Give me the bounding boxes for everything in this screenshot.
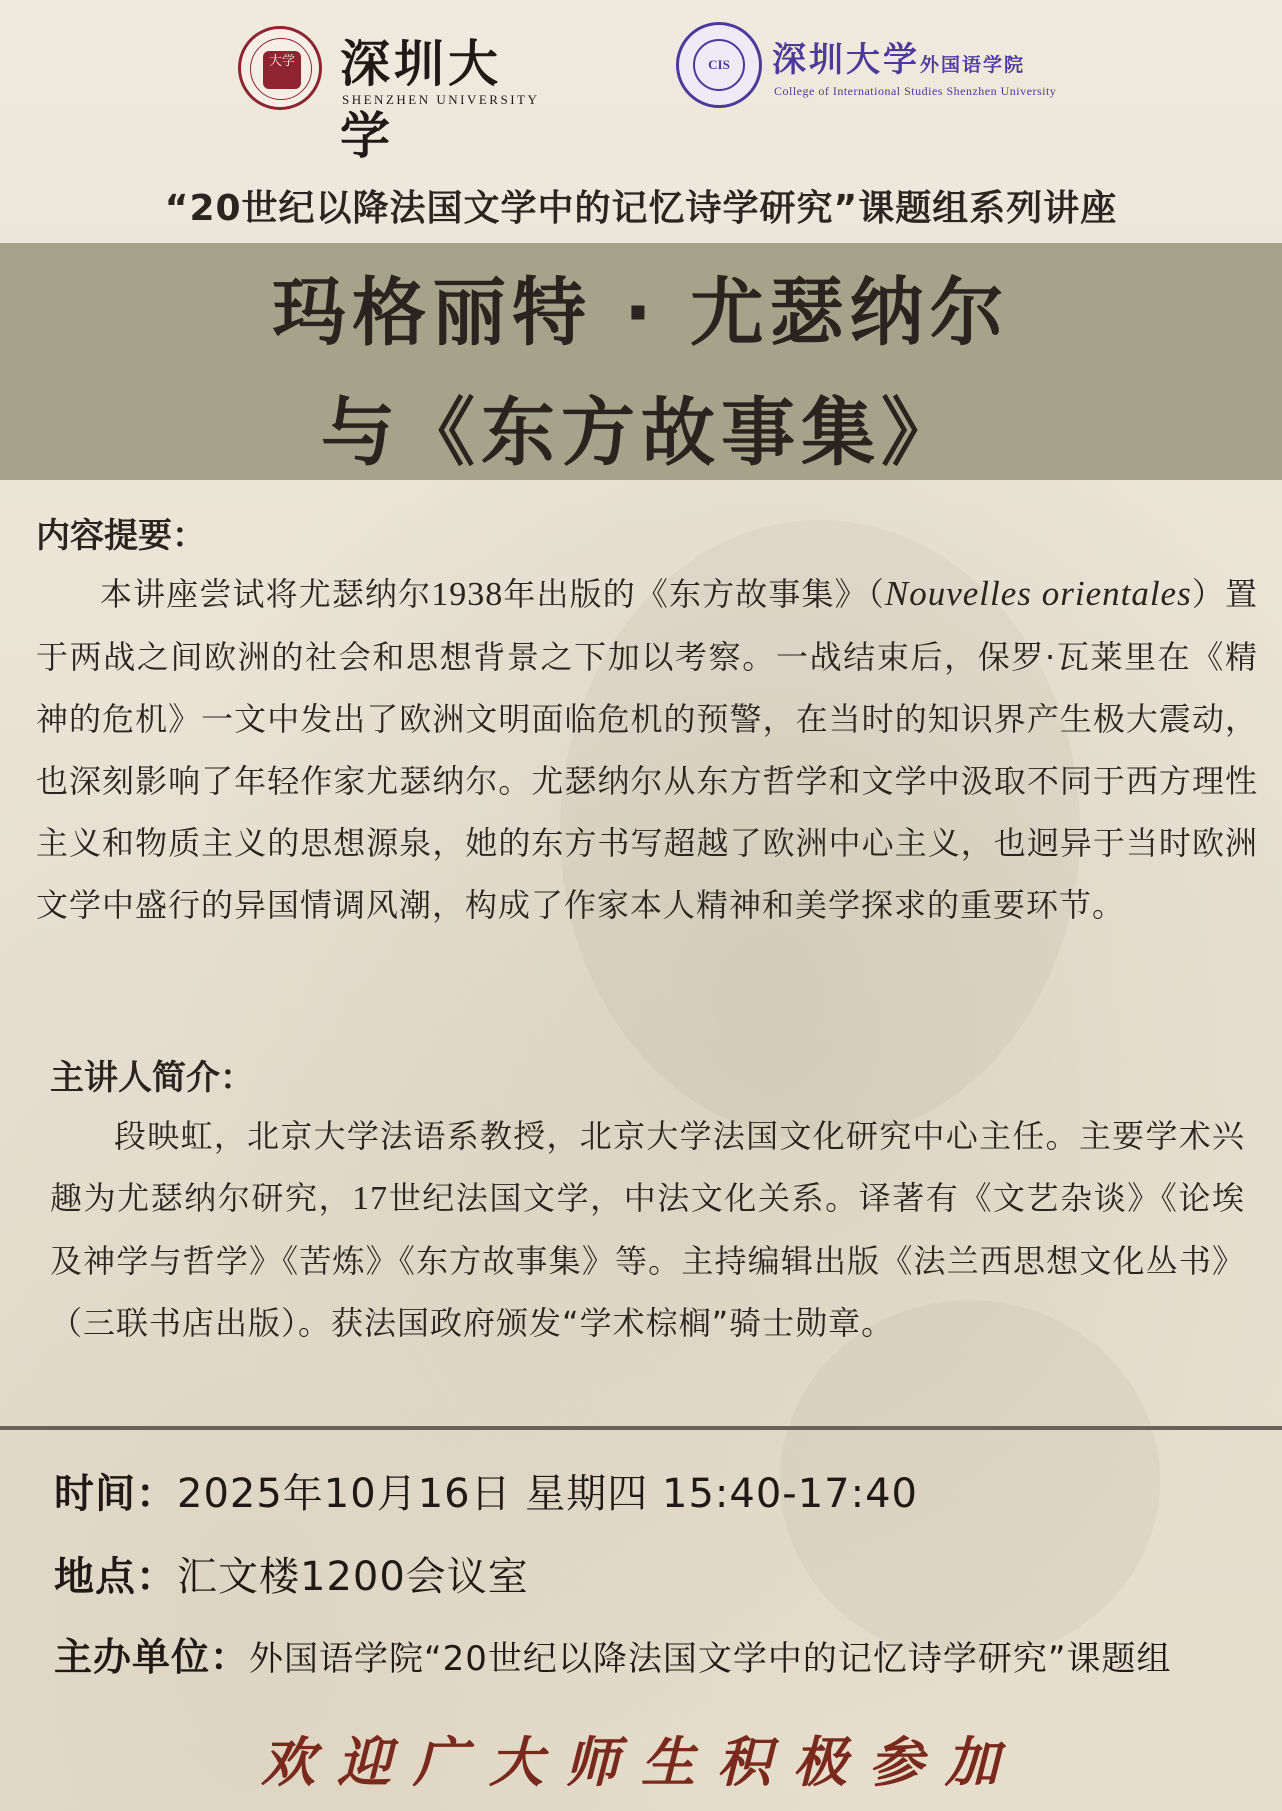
abstract-part: 本讲座尝试将尤瑟纳尔 bbox=[100, 575, 432, 613]
university-seal-icon bbox=[238, 26, 322, 110]
place-value: 汇文楼1200会议室 bbox=[177, 1554, 529, 1600]
abstract-part: ）置于两战之间欧洲的社会和思想背景之下加以考察。一战结束后，保罗·瓦莱里在《精神的危机》一文中发出了欧洲文明面临危机的预警，在当时的知识界产生极大震动，也深刻影响了年轻作家尤瑟纳尔。尤瑟纳尔从东方哲学和文学中汲取不同于西方理性主义和物质主义的思想源泉，她的东方书写超越了欧洲中心主义，也迥异于当时欧洲文学中盛行的异国情调风潮，构成了作家本人精神和美学探求的重要环节。 bbox=[36, 575, 1258, 924]
shenzhen-university-logo bbox=[238, 20, 548, 165]
organizer-value: 外国语学院“20世纪以降法国文学中的记忆诗学研究”课题组 bbox=[249, 1639, 1172, 1679]
time-value: 2025年10月16日 星期四 15:40-17:40 bbox=[177, 1471, 919, 1517]
university-name-cn: 深圳大学 bbox=[340, 34, 502, 165]
college-logo bbox=[676, 22, 1096, 112]
college-badge-icon bbox=[676, 22, 762, 108]
organizer-label: 主办单位： bbox=[54, 1635, 250, 1679]
place-label: 地点： bbox=[54, 1554, 177, 1600]
speaker-bio-part: 段映虹，北京大学法语系教授，北京大学法国文化研究中心主任。主要学术兴趣为尤瑟纳尔研究， bbox=[50, 1117, 1245, 1217]
lecture-title-line-2: 与《东方故事集》 bbox=[321, 390, 961, 476]
speaker-bio bbox=[50, 1105, 1245, 1354]
speaker-label: 主讲人简介： bbox=[50, 1058, 254, 1098]
college-name-cn bbox=[772, 32, 1025, 81]
abstract-year: 1938 bbox=[431, 576, 504, 613]
college-badge-text: CIS bbox=[693, 39, 745, 91]
speaker-century: 17 bbox=[352, 1180, 389, 1217]
event-time bbox=[54, 1462, 918, 1519]
college-name-en: College of International Studies Shenzhen University bbox=[774, 84, 1057, 98]
series-title: “20世纪以降法国文学中的记忆诗学研究”课题组系列讲座 bbox=[164, 188, 1118, 229]
abstract-part: 年出版的《东方故事集》（ bbox=[503, 575, 885, 613]
work-title-french: Nouvelles orientales bbox=[884, 574, 1192, 613]
lecture-title-line-1: 玛格丽特 · 尤瑟纳尔 bbox=[272, 270, 1010, 356]
welcome-message: 欢迎广大师生积极参加 bbox=[261, 1730, 1021, 1794]
time-label: 时间： bbox=[54, 1471, 177, 1517]
college-name-sub: 外国语学院 bbox=[920, 54, 1026, 76]
college-university-name: 深圳大学 bbox=[772, 40, 920, 80]
seal-text: 大学 bbox=[263, 51, 301, 89]
speaker-bio-part: 世纪法国文学，中法文化关系。译著有《文艺杂谈》《论埃及神学与哲学》《苦炼》《东方故事集》等。主持编辑出版《法兰西思想文化丛书》（三联书店出版）。获法国政府颁发“学术棕榈”骑士勋章。 bbox=[50, 1179, 1245, 1342]
abstract-label: 内容提要： bbox=[36, 516, 206, 556]
event-place bbox=[54, 1545, 529, 1602]
university-name-en: SHENZHEN UNIVERSITY bbox=[342, 92, 540, 107]
abstract-text bbox=[36, 563, 1258, 936]
event-organizer bbox=[54, 1626, 1172, 1681]
section-divider bbox=[0, 1426, 1282, 1430]
